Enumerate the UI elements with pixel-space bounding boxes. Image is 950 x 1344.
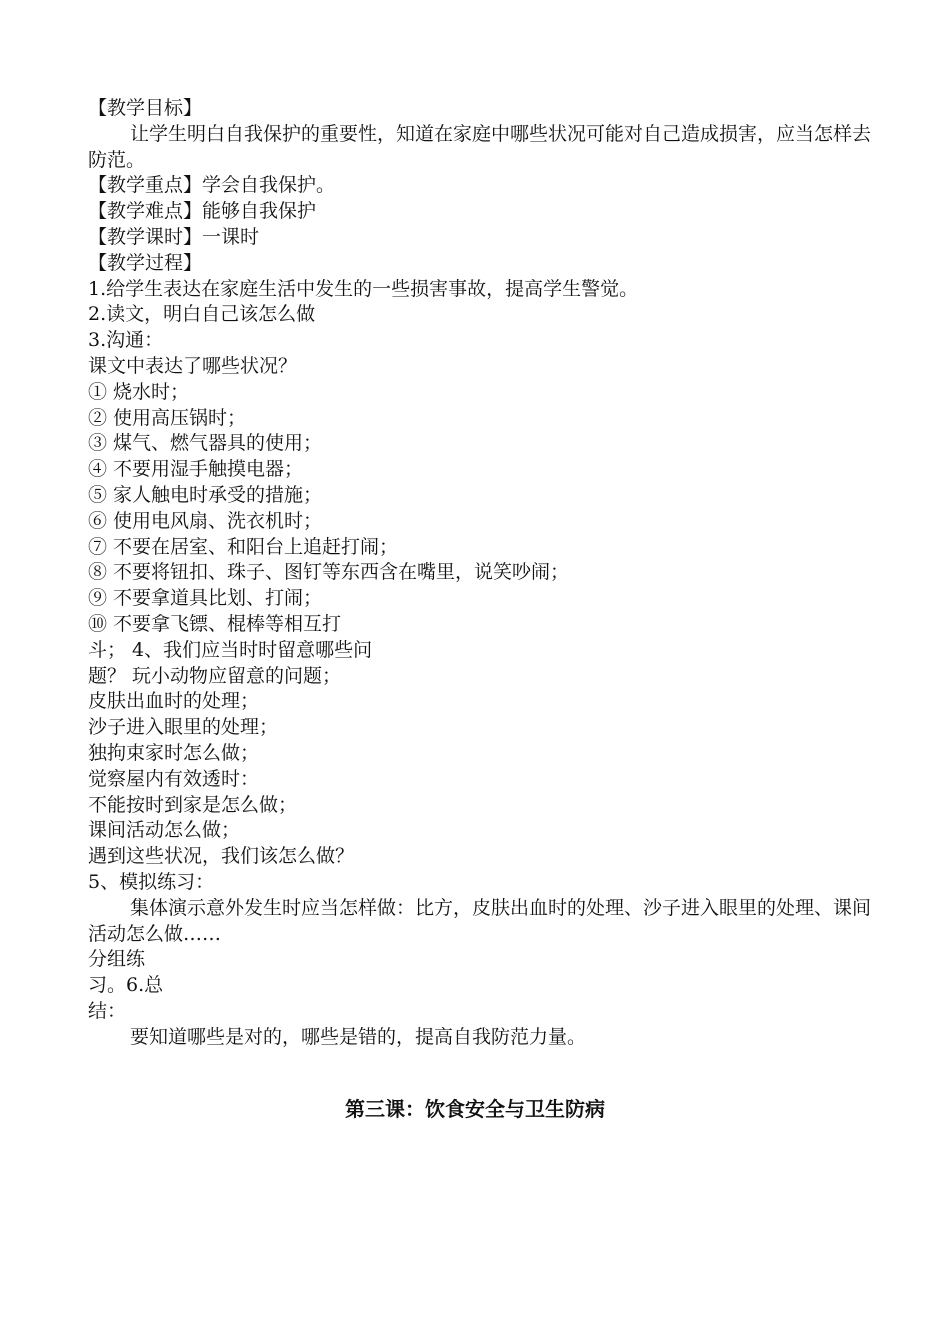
situation-item: ⑦ 不要在居室、和阳台上追赶打闹； — [88, 535, 399, 558]
step-3-question: 课文中表达了哪些状况？ — [88, 354, 298, 377]
attention-line: 独拘束家时怎么做； — [88, 741, 260, 764]
situation-item: ⑥ 使用电风扇、洗衣机时； — [88, 509, 323, 532]
situation-item: ⑩ 不要拿飞镖、棍棒等相互打 — [88, 612, 342, 635]
summary-text: 要知道哪些是对的，哪些是错的，提高自我防范力量。 — [130, 1025, 587, 1048]
objectives-text: 让学生明白自我保护的重要性，知道在家庭中哪些状况可能对自己造成损害，应当怎样去防范。 — [88, 122, 872, 171]
attention-line: 斗； 4、我们应当时时留意哪些问 — [88, 638, 373, 661]
step-5-heading: 5、模拟练习： — [88, 870, 215, 893]
situation-item: ③ 煤气、燃气器具的使用； — [88, 432, 323, 455]
attention-line: 皮肤出血时的处理； — [88, 690, 260, 713]
attention-line: 题？ 玩小动物应留意的问题； — [88, 664, 342, 687]
summary-line: 习。6.总 — [88, 974, 164, 997]
teaching-period: 【教学课时】一课时 — [88, 225, 260, 248]
attention-line: 课间活动怎么做； — [88, 819, 241, 842]
attention-line: 不能按时到家是怎么做； — [88, 793, 298, 816]
summary-line: 结： — [88, 999, 127, 1022]
difficulty: 【教学难点】能够自我保护 — [88, 200, 317, 223]
situation-item: ⑤ 家人触电时承受的措施； — [88, 483, 323, 506]
key-point: 【教学重点】学会自我保护。 — [88, 174, 336, 197]
step-1: 1.给学生表达在家庭生活中发生的一些损害事故，提高学生警觉。 — [88, 277, 639, 300]
practice-text: 集体演示意外发生时应当怎样做：比方，皮肤出血时的处理、沙子进入眼里的处理、课间活动怎么做…… — [88, 896, 872, 945]
attention-line: 觉察屋内有效透时： — [88, 767, 260, 790]
attention-line: 沙子进入眼里的处理； — [88, 716, 279, 739]
situation-item: ⑧ 不要将钮扣、珠子、图钉等东西含在嘴里，说笑吵闹； — [88, 561, 570, 584]
situation-item: ⑨ 不要拿道具比划、打闹； — [88, 587, 323, 610]
objectives-heading: 【教学目标】 — [88, 97, 203, 119]
step-3: 3.沟通： — [88, 329, 164, 352]
situation-item: ① 烧水时； — [88, 380, 190, 403]
situation-item: ④ 不要用湿手触摸电器； — [88, 458, 304, 481]
summary-line: 分组练 — [88, 948, 146, 971]
step-2: 2.读文，明白自己该怎么做 — [88, 303, 316, 326]
attention-line: 遇到这些状况，我们该怎么做？ — [88, 845, 355, 868]
situation-item: ② 使用高压锅时； — [88, 406, 247, 429]
lesson-plan-body — [88, 96, 878, 1050]
process-heading: 【教学过程】 — [88, 251, 203, 274]
next-lesson-title: 第三课：饮食安全与卫生防病 — [345, 1097, 605, 1121]
